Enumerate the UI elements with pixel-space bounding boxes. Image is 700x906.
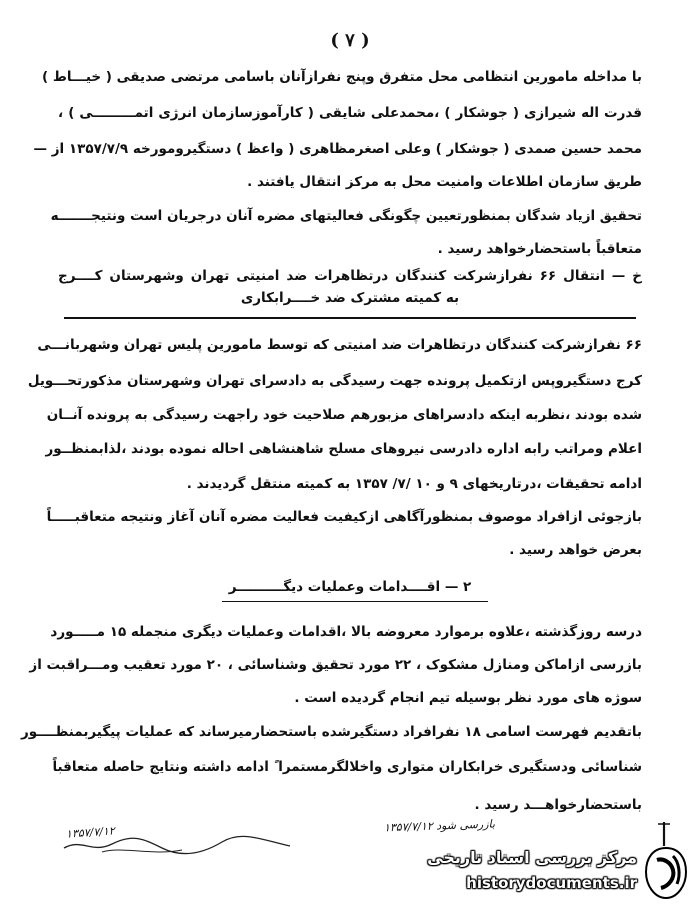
section-2-heading: ۲ — اقــــدامات وعملیات دیگــــــــــر <box>228 579 472 595</box>
paragraph-1-line-2: قدرت اله شیرازی ( جوشکار ) ،محمدعلی شایقی ( کارآموزسازمان انرژی اتمـــــــــی ) ، <box>58 105 642 121</box>
paragraph-3-line-5: ادامه تحقیقات ،درتاریخهای ۹ و ۱۰ /۷/ ۱۳۵۷ به کمیته منتقل گردیدند . <box>186 476 642 492</box>
signature-scribble-icon <box>62 834 292 856</box>
paragraph-4-line-1: بازجوئی ازافراد موصوف بمنظورآگاهی ازکیفیت فعالیت مضره آنان آغاز ونتیجه متعاقبـــــاً <box>46 509 642 525</box>
paragraph-2-line-1: تحقیق ازیاد شدگان بمنظورتعیین چگونگی فعالیتهای مضره آنان درجریان است ونتیجـــــــه <box>50 208 642 224</box>
handwritten-signature: بازرسی شود ۱۳۵۷/۷/۱۲ <box>383 817 496 835</box>
watermark-url: historydocuments.ir <box>466 874 637 892</box>
paragraph-5-line-2: بازرسی ازاماکن ومنازل مشکوک ، ۲۲ مورد تحقیق وشناسائی ، ۲۰ مورد تعقیب ومـــراقبت از <box>29 657 642 673</box>
heading-kh-line-1: خ — انتقال ۶۶ نفرازشرکت کنندگان درتظاهرات ضد امنیتی تهران وشهرستان کــــرج <box>58 268 643 284</box>
paragraph-6-line-3: باستحضارخواهـــد رسید . <box>474 797 642 813</box>
paragraph-5-line-1: درسه روزگذشته ،علاوه برموارد معروضه بالا ،اقدامات وعملیات دیگری منجمله ۱۵ مـــــورد <box>50 624 642 640</box>
paragraph-3-line-1: ۶۶ نفرازشرکت کنندگان درتظاهرات ضد امنیتی که توسط مامورین پلیس تهران وشهربانـــی <box>37 337 642 353</box>
paragraph-3-line-2: کرج دستگیروپس ازتکمیل پرونده جهت رسیدگی به دادسرای تهران وشهرستان مذکورتحـــویل <box>27 373 642 389</box>
signature-date: ۱۳۵۷/۷/۱۲ <box>65 824 116 841</box>
paragraph-1-line-1: با مداخله مامورین انتظامی محل متفرق وپنج نفرازآنان باسامی مرتضی صدیقی ( خیـــاط ) <box>42 69 642 85</box>
archive-logo-icon <box>643 846 689 900</box>
paragraph-4-line-2: بعرض خواهد رسید . <box>509 542 642 558</box>
paragraph-3-line-4: اعلام ومراتب رابه اداره دادرسی نیروهای مسلح شاهنشاهی احاله نموده بودند ،لذابمنظــور <box>45 441 642 457</box>
heading-kh-line-2: به کمیته مشترک ضد خــــرابکاری <box>240 290 460 306</box>
paragraph-5-line-3: سوژه های مورد نظر بوسیله تیم انجام گردیده است . <box>294 690 642 706</box>
section-divider <box>64 317 636 319</box>
paragraph-2-line-2: متعاقباً باستحضارخواهد رسید . <box>437 241 642 257</box>
watermark <box>395 846 695 902</box>
page-number: ( ۷ ) <box>330 30 370 51</box>
paragraph-1-line-4: طریق سازمان اطلاعات وامنیت محل به مرکز انتقال یافتند . <box>247 174 642 190</box>
paragraph-6-line-2: شناسائی ودستگیری خرابکاران متواری واخلالگرمستمرا ً ادامه داشته ونتایج حاصله متعاقباً <box>52 759 642 775</box>
paragraph-1-line-3: محمد حسین صمدی ( جوشکار ) وعلی اصغرمظاهری ( واعظ ) دستگیرومورخه ۱۳۵۷/۷/۹ از — <box>33 141 642 157</box>
paragraph-6-line-1: باتقدیم فهرست اسامی ۱۸ نفرافراد دستگیرشده باستحضارمیرساند که عملیات پیگیربمنظــــور <box>20 724 642 740</box>
paragraph-3-line-3: شده بودند ،نظربه اینکه دادسراهای مزبورهم صلاحیت خود راجهت رسیدگی به پرونده آنــان <box>46 407 642 423</box>
watermark-title: مرکز بررسی اسناد تاریخی <box>427 848 637 867</box>
section-2-heading-underline <box>222 601 488 602</box>
